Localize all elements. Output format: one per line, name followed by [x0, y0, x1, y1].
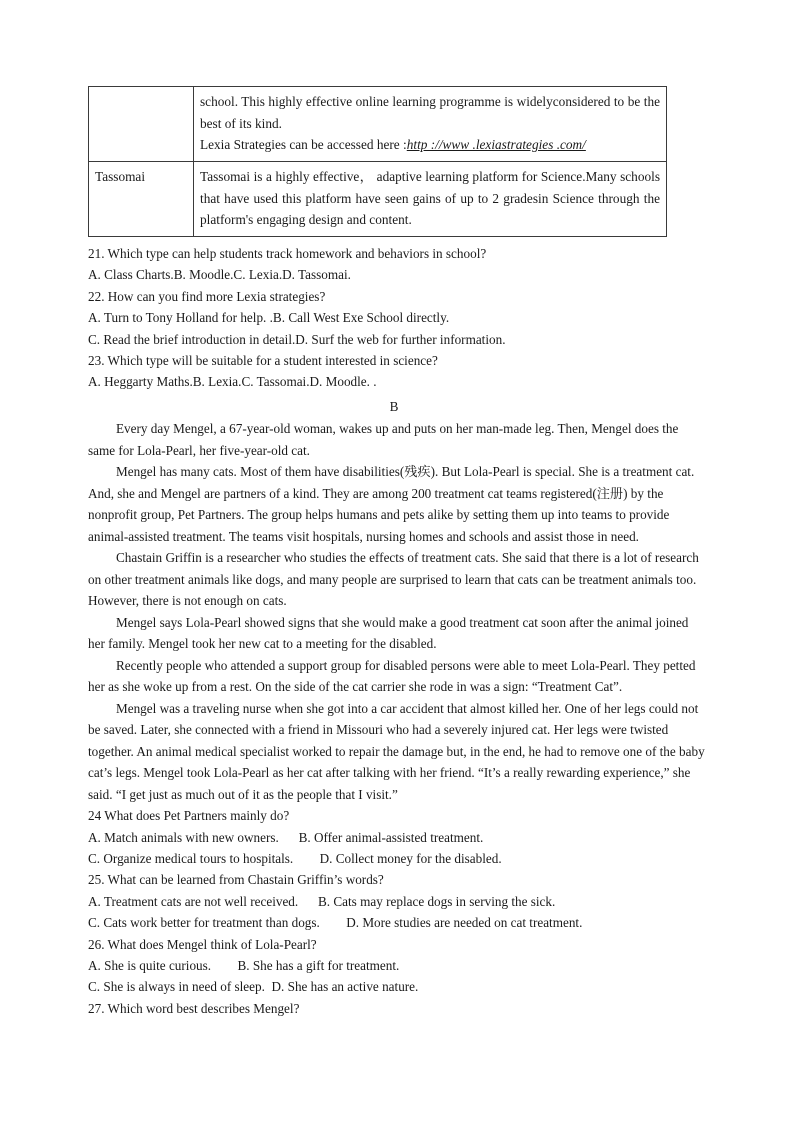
question-25: 25. What can be learned from Chastain Griffin’s words? — [88, 872, 384, 888]
question-22-options-cd: C. Read the brief introduction in detail.D. Surf the web for further information. — [88, 331, 506, 347]
question-22-options-ab: A. Turn to Tony Holland for help. .B. Call West Exe School directly. — [88, 310, 450, 326]
table-row — [89, 87, 667, 162]
section-b-passage — [88, 418, 708, 805]
section-b-question-list — [88, 805, 708, 1019]
table-cell-platform-description — [194, 87, 667, 162]
question-21-options: A. Class Charts.B. Moodle.C. Lexia.D. Tassomai. — [88, 267, 351, 283]
question-24: 24 What does Pet Partners mainly do? — [88, 808, 290, 824]
passage-paragraph: Mengel says Lola-Pearl showed signs that she would make a good treatment cat soon after the animal joined her family. Mengel took her new cat to a meeting for the disabled. — [88, 614, 689, 652]
table-cell-platform-name — [89, 87, 194, 162]
description-access-line — [200, 134, 660, 156]
section-a-question-list — [88, 243, 708, 393]
question-24-options-ab: A. Match animals with new owners. B. Offer animal-assisted treatment. — [88, 829, 484, 845]
passage-paragraph: Every day Mengel, a 67-year-old woman, wakes up and puts on her man-made leg. Then, Mengel does the same for Lola-Pearl, her five-year-old cat. — [88, 421, 679, 458]
question-22: 22. How can you find more Lexia strategies? — [88, 288, 326, 304]
lexia-strategies-url[interactable]: http ://www .lexiastrategies .com/ — [406, 137, 586, 153]
question-26-options-ab: A. She is quite curious. B. She has a gift for treatment. — [88, 957, 400, 973]
passage-paragraph: Mengel has many cats. Most of them have disabilities(残疾). But Lola-Pearl is special. She is a treatment cat. And, she and Mengel are partners of a kind. They are among 200 treatment cat teams registered(注册) by the nonprofit group, Pet Partners. The group helps humans and pets alike by setting them up into teams to provide animal-assisted treatment. The teams visit hospitals, nursing homes and schools and assist those in need. — [88, 464, 695, 544]
table-cell-platform-name: Tassomai — [89, 162, 194, 237]
question-26-options-cd: C. She is always in need of sleep. D. She has an active nature. — [88, 979, 419, 995]
question-21: 21. Which type can help students track homework and behaviors in school? — [88, 246, 487, 262]
question-27: 27. Which word best describes Mengel? — [88, 1000, 300, 1016]
learning-platforms-table — [88, 86, 667, 237]
question-26: 26. What does Mengel think of Lola-Pearl? — [88, 936, 317, 952]
document-page — [88, 86, 708, 1019]
table-cell-platform-description: Tassomai is a highly effective， adaptive learning platform for Science.Many schools that have used this platform have seen gains of up to 2 gradesin Science through the platform's engaging design and content. — [194, 162, 667, 237]
question-23-options: A. Heggarty Maths.B. Lexia.C. Tassomai.D. Moodle. . — [88, 374, 377, 390]
table-row — [89, 162, 667, 237]
description-text: school. This highly effective online learning programme is widelyconsidered to be the best of its kind. — [200, 94, 660, 131]
passage-paragraph: Mengel was a traveling nurse when she got into a car accident that almost killed her. One of her legs could not be saved. Later, she connected with a friend in Missouri who had a severely injured cat. Her legs were twisted together. An animal medical specialist worked to repair the damage but, in the end, he had to remove one of the baby cat’s legs. Mengel took Lola-Pearl as her cat after talking with her friend. “It’s a really rewarding experience,” she said. “I get just as much out of it as the people that I visit.” — [88, 700, 705, 802]
passage-paragraph: Recently people who attended a support group for disabled persons were able to meet Lola-Pearl. They petted her as she woke up from a rest. On the side of the cat carrier she rode in was a sign: “Treatment Cat”. — [88, 657, 696, 695]
access-label: Lexia Strategies can be accessed here : — [200, 137, 407, 153]
question-24-options-cd: C. Organize medical tours to hospitals. D. Collect money for the disabled. — [88, 851, 502, 867]
question-25-options-ab: A. Treatment cats are not well received. B. Cats may replace dogs in serving the sick. — [88, 893, 556, 909]
question-23: 23. Which type will be suitable for a student interested in science? — [88, 352, 438, 368]
question-25-options-cd: C. Cats work better for treatment than dogs. D. More studies are needed on cat treatment. — [88, 915, 583, 931]
passage-paragraph: Chastain Griffin is a researcher who studies the effects of treatment cats. She said that there is a lot of research on other treatment animals like dogs, and many people are surprised to learn that cats can be treatment animals too. However, there is not enough on cats. — [88, 550, 699, 609]
table-body — [89, 87, 667, 237]
section-b-label: B — [389, 398, 399, 414]
